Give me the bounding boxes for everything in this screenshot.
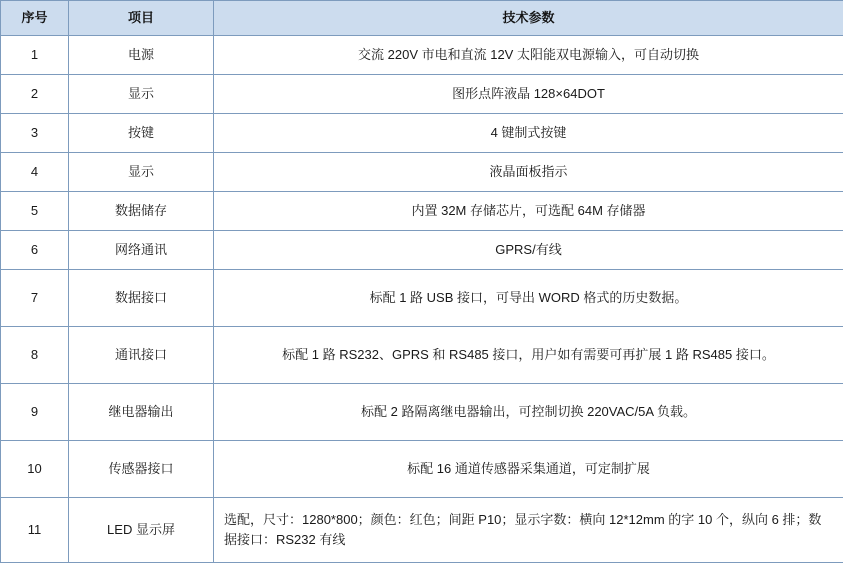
table-row bbox=[1, 192, 843, 231]
cell-spec: 标配 1 路 USB 接口，可导出 WORD 格式的历史数据。 bbox=[214, 270, 843, 327]
cell-item: 继电器输出 bbox=[69, 384, 214, 441]
cell-item: 按键 bbox=[69, 114, 214, 153]
column-header-index: 序号 bbox=[1, 1, 69, 36]
cell-index: 6 bbox=[1, 231, 69, 270]
cell-index: 4 bbox=[1, 153, 69, 192]
cell-spec: 选配，尺寸：1280*800；颜色：红色；间距 P10；显示字数：横向 12*12mm 的字 10 个，纵向 6 排；数据接口：RS232 有线 bbox=[214, 498, 843, 563]
cell-spec: 4 键制式按键 bbox=[214, 114, 843, 153]
cell-spec: 交流 220V 市电和直流 12V 太阳能双电源输入，可自动切换 bbox=[214, 36, 843, 75]
cell-item: 显示 bbox=[69, 75, 214, 114]
cell-index: 11 bbox=[1, 498, 69, 563]
cell-index: 1 bbox=[1, 36, 69, 75]
table-body bbox=[1, 36, 843, 563]
cell-item: 数据接口 bbox=[69, 270, 214, 327]
cell-spec: 液晶面板指示 bbox=[214, 153, 843, 192]
table-row bbox=[1, 441, 843, 498]
cell-spec: GPRS/有线 bbox=[214, 231, 843, 270]
table-row bbox=[1, 327, 843, 384]
table-row bbox=[1, 114, 843, 153]
cell-item: 数据储存 bbox=[69, 192, 214, 231]
table-row bbox=[1, 270, 843, 327]
cell-index: 3 bbox=[1, 114, 69, 153]
cell-index: 5 bbox=[1, 192, 69, 231]
cell-item: 网络通讯 bbox=[69, 231, 214, 270]
cell-index: 10 bbox=[1, 441, 69, 498]
cell-index: 2 bbox=[1, 75, 69, 114]
table-row bbox=[1, 231, 843, 270]
cell-index: 8 bbox=[1, 327, 69, 384]
table-header-row bbox=[1, 1, 843, 36]
cell-index: 7 bbox=[1, 270, 69, 327]
table-header bbox=[1, 1, 843, 36]
cell-index: 9 bbox=[1, 384, 69, 441]
cell-item: 传感器接口 bbox=[69, 441, 214, 498]
cell-spec: 标配 1 路 RS232、GPRS 和 RS485 接口，用户如有需要可再扩展 1 路 RS485 接口。 bbox=[214, 327, 843, 384]
table-row bbox=[1, 384, 843, 441]
cell-item: 通讯接口 bbox=[69, 327, 214, 384]
table-row bbox=[1, 36, 843, 75]
cell-spec: 内置 32M 存储芯片，可选配 64M 存储器 bbox=[214, 192, 843, 231]
table-row bbox=[1, 153, 843, 192]
cell-spec: 图形点阵液晶 128×64DOT bbox=[214, 75, 843, 114]
table-row bbox=[1, 498, 843, 563]
cell-item: 电源 bbox=[69, 36, 214, 75]
cell-spec: 标配 2 路隔离继电器输出，可控制切换 220VAC/5A 负载。 bbox=[214, 384, 843, 441]
column-header-spec: 技术参数 bbox=[214, 1, 843, 36]
table-row bbox=[1, 75, 843, 114]
cell-spec: 标配 16 通道传感器采集通道，可定制扩展 bbox=[214, 441, 843, 498]
cell-item: LED 显示屏 bbox=[69, 498, 214, 563]
cell-item: 显示 bbox=[69, 153, 214, 192]
column-header-item: 项目 bbox=[69, 1, 214, 36]
